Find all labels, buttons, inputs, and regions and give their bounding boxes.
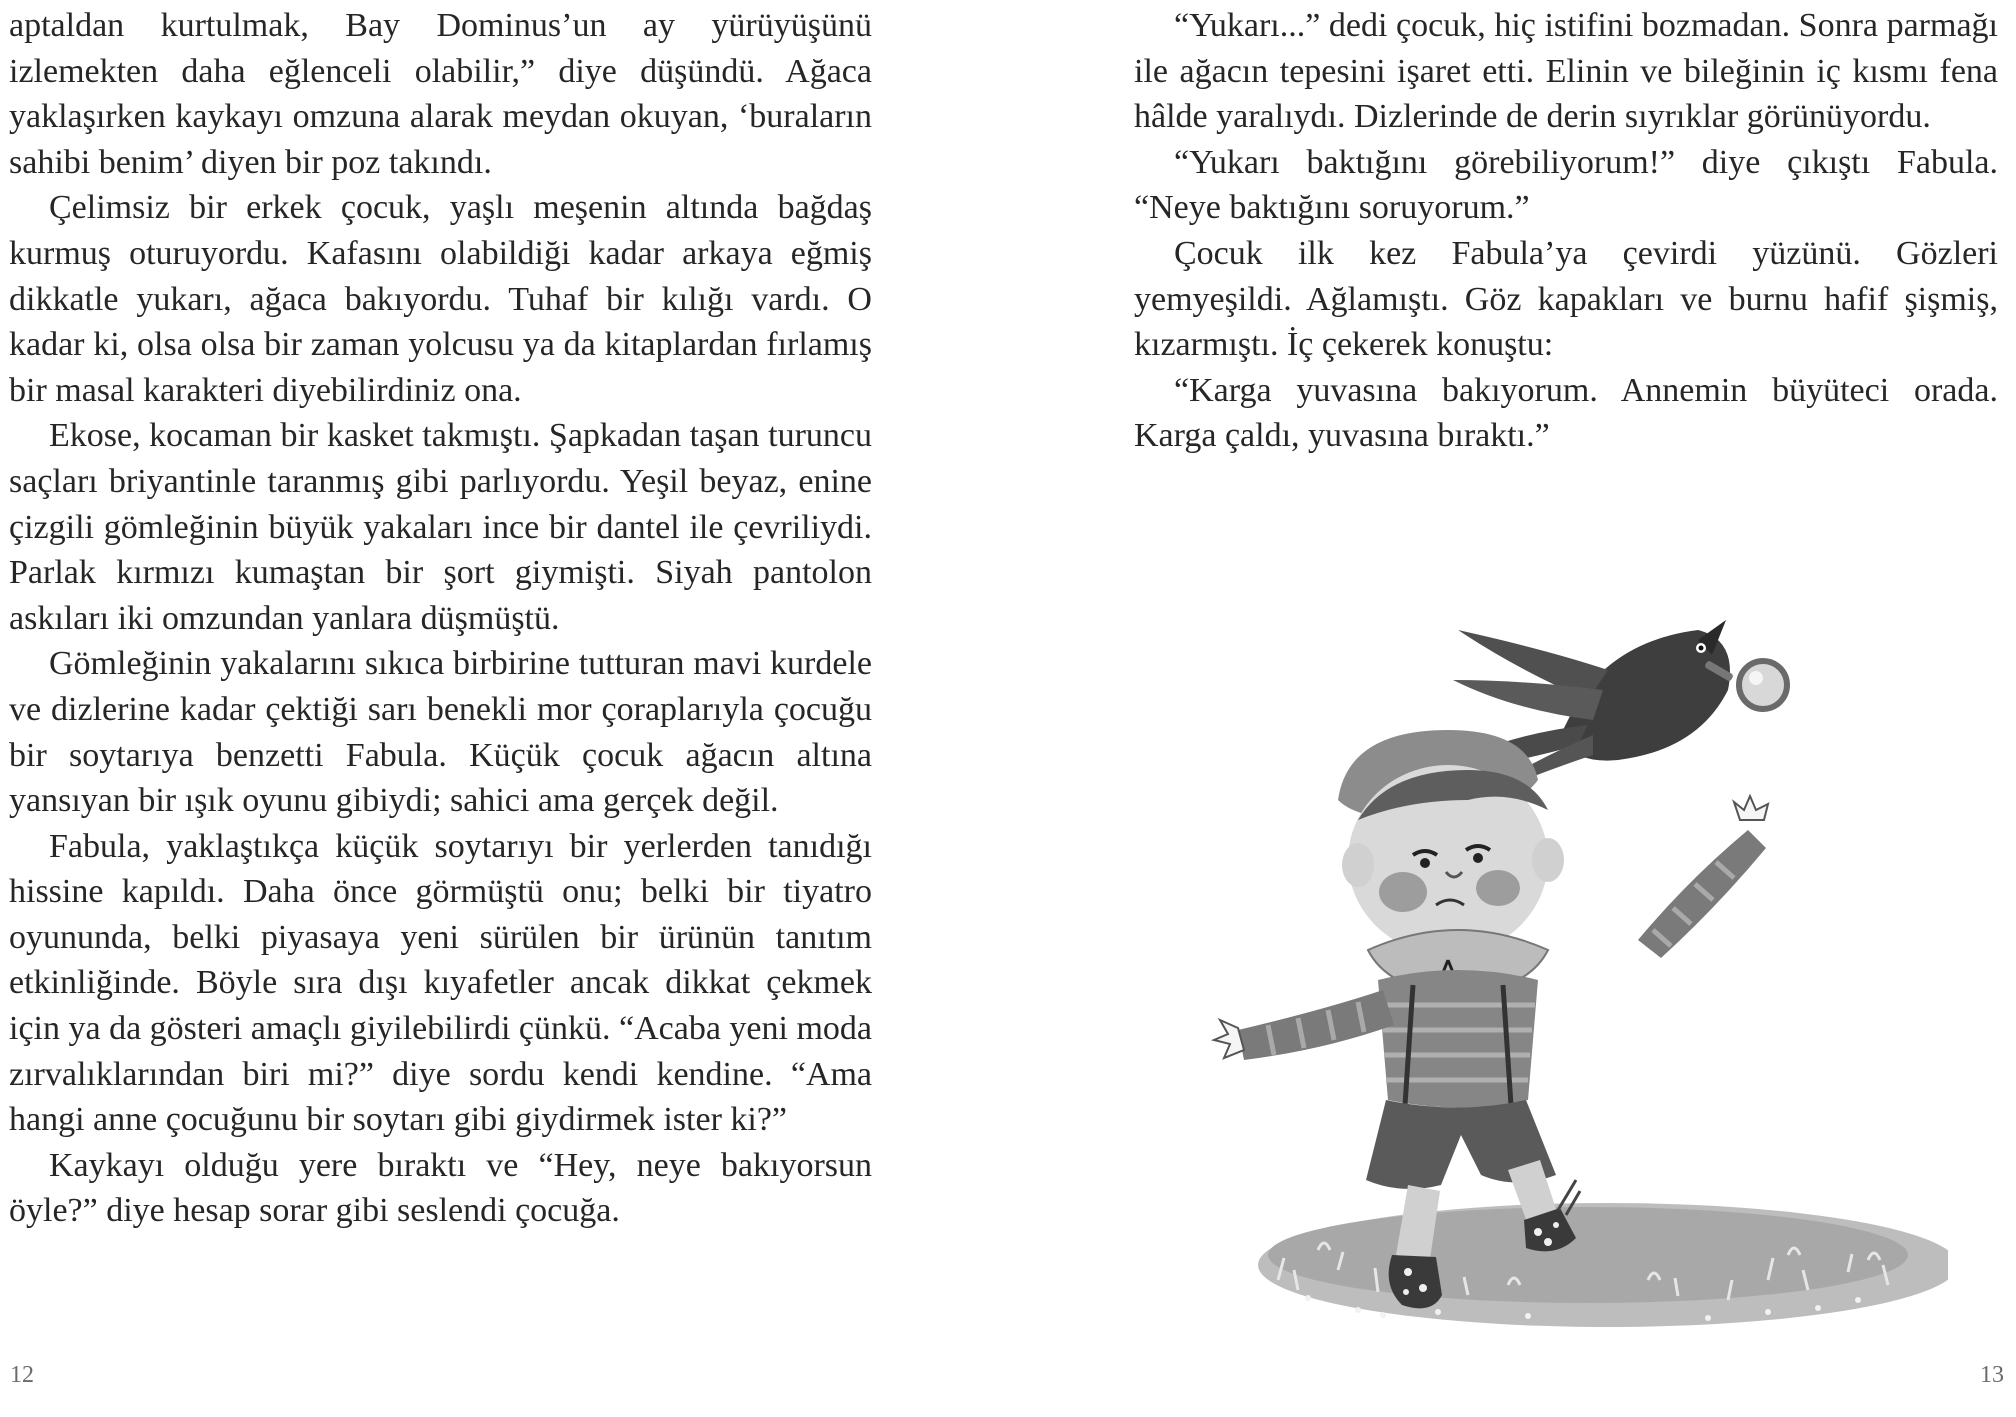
paragraph: Fabula, yaklaştıkça küçük soytarıyı bir yerlerden tanıdığı hissine kapıldı. Daha önce görmüştü onu; belki bir tiyatro oyununda, belki piyasaya yeni sürülen bir ürünün tanıtım etkinliğinde. Böyle sıra dışı kıyafetler ancak dikkat çekmek için ya da gösteri amaçlı giyilebilirdi çünkü. “Acaba yeni moda zırvalıklarından biri mi?” diye sordu kendi kendine. “Ama hangi anne çocuğunu bir soytarı gibi giydirmek ister ki?” bbox=[9, 827, 872, 1139]
paragraph: Çocuk ilk kez Fabula’ya çevirdi yüzünü. Gözleri yemyeşildi. Ağlamıştı. Göz kapakları ve burnu hafif şişmiş, kızarmıştı. İç çekerek konuştu: bbox=[1134, 234, 1998, 364]
paragraph: Gömleğinin yakalarını sıkıca birbirine tutturan mavi kurdele ve dizlerine kadar çektiği sarı benekli mor çoraplarıyla çocuğu bir soytarıya benzetti Fabula. Küçük çocuk ağacın altına yansıyan bir ışık oyunu gibiydi; sahici ama gerçek değil. bbox=[9, 645, 872, 820]
paragraph: “Yukarı...” dedi çocuk, hiç istifini bozmadan. Sonra parmağı ile ağacın tepesini işaret etti. Elinin ve bileğinin iç kısmı fena hâlde yaralıydı. Dizlerinde de derin sıyrıklar görünüyordu. bbox=[1134, 7, 1998, 136]
paragraph: Kaykayı olduğu yere bıraktı ve “Hey, neye bakıyorsun öyle?” diye hesap sorar gibi seslendi çocuğa. bbox=[9, 1146, 872, 1230]
paragraph: Ekose, kocaman bir kasket takmıştı. Şapkadan taşan turuncu saçları briyantinle taranmış gibi parlıyordu. Yeşil beyaz, enine çizgili gömleğinin büyük yakaları ince bir dantel ile çevriliydi. Parlak kırmızı kumaştan bir şort giymişti. Siyah pantolon askıları iki omzundan yanlara düşmüştü. bbox=[9, 417, 872, 637]
paragraph: “Yukarı baktığını görebiliyorum!” diye çıkıştı Fabula. “Neye baktığını soruyorum.” bbox=[1134, 143, 1998, 227]
right-page bbox=[1008, 0, 2016, 1417]
left-page-text bbox=[9, 3, 872, 1234]
paragraph: Çelimsiz bir erkek çocuk, yaşlı meşenin altında bağdaş kurmuş oturuyordu. Kafasını olabildiği kadar arkaya eğmiş dikkatle yukarı, ağaca bakıyordu. Tuhaf bir kılığı vardı. O kadar ki, olsa olsa bir zaman yolcusu ya da kitaplardan fırlamış bir masal karakteri diyebilirdiniz ona. bbox=[9, 189, 872, 409]
page-number-right: 13 bbox=[1980, 1362, 2004, 1388]
paragraph: aptaldan kurtulmak, Bay Dominus’un ay yürüyüşünü izlemekten daha eğlenceli olabilir,” diye düşündü. Ağaca yaklaşırken kaykayı omzuna alarak meydan okuyan, ‘buraların sahibi benim’ diyen bir poz takındı. bbox=[9, 7, 872, 181]
page-number-left: 12 bbox=[10, 1362, 34, 1388]
grass-ground bbox=[1258, 1203, 1948, 1327]
right-page-text bbox=[1134, 3, 1998, 459]
boy-and-crow-illustration bbox=[1208, 520, 1948, 1350]
paragraph: “Karga yuvasına bakıyorum. Annemin büyüteci orada. Karga çaldı, yuvasına bıraktı.” bbox=[1134, 371, 1998, 455]
